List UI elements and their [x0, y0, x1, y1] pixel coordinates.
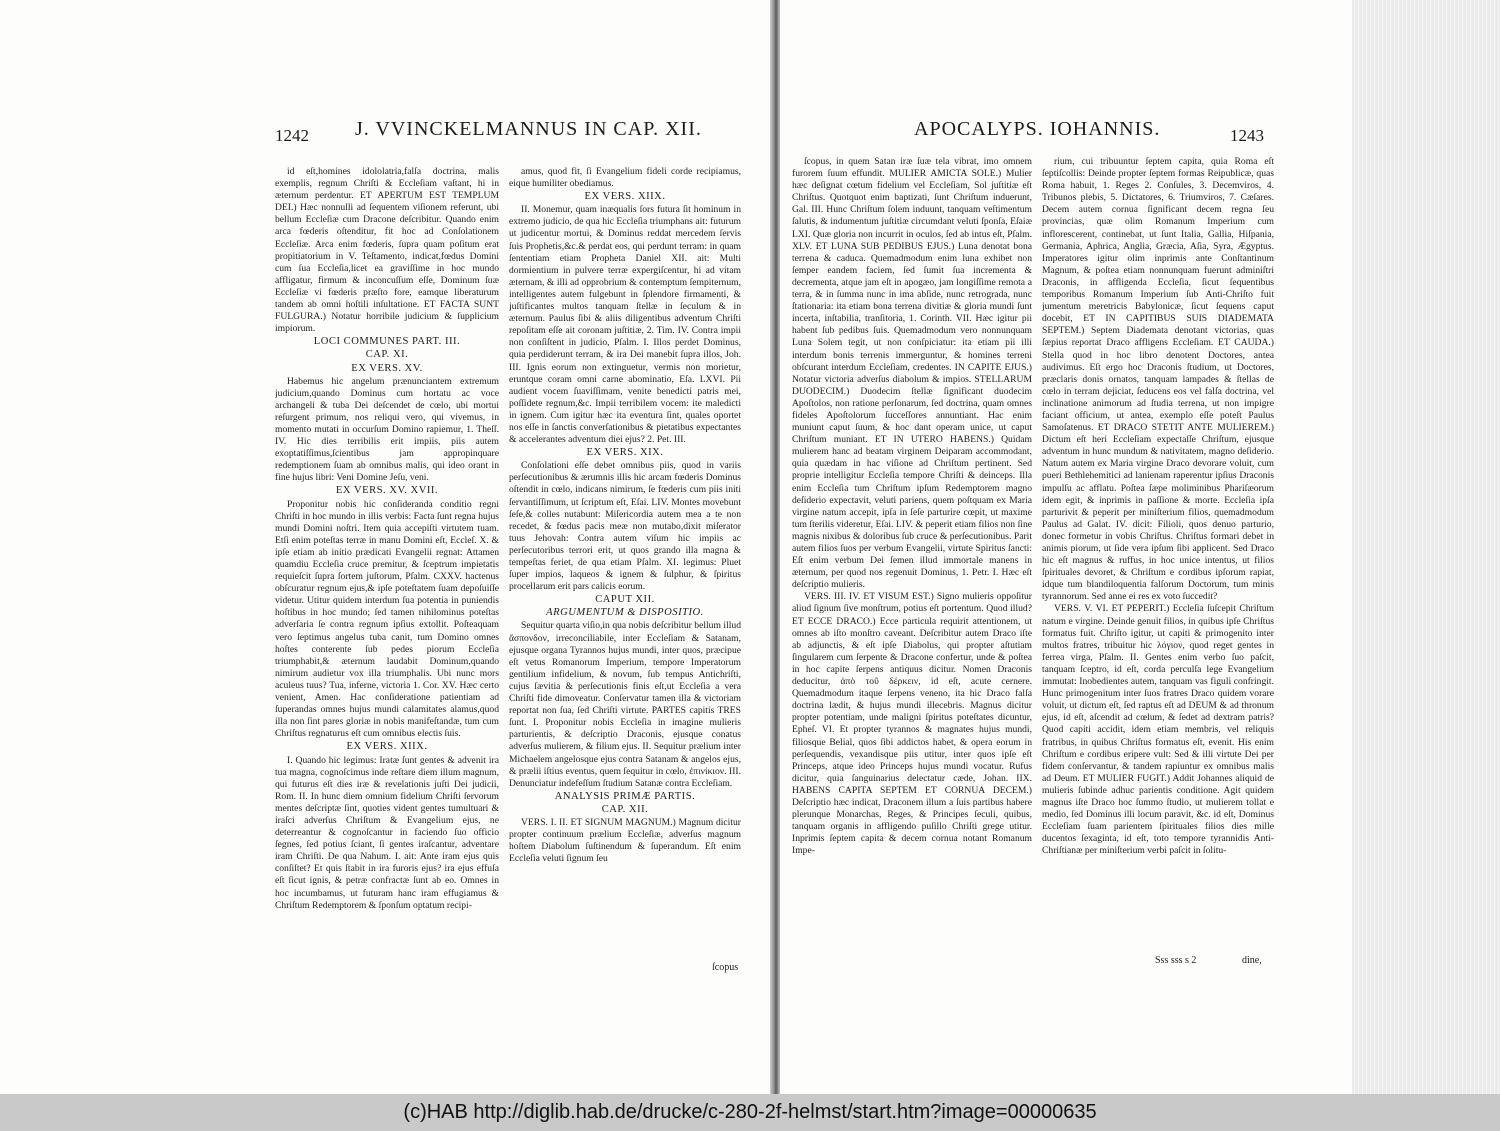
text-paragraph: rium, cui tribuuntur ſeptem capita, quia Roma eſt ſeptiſcollis: Deinde propter ſeptem formas Reipublicæ, quas Roma habuit, 1. Reges 2. Conſules, 3. Decemviros, 4. Tribunos plebis, 5. Dictatores, 6. Triumviros, 7. Cæſares. Decem autem cornua ſignificant decem regna ſeu provincias, quæ olim Romanum Imperium cum inflorescerent, continebat, ut ſunt Italia, Gallia, Hiſpania, Germania, Aphrica, Anglia, Græcia, Aſia, Syra, Ægyptus. Imperatores igitur olim inprimis ante Conſtantinum Magnum, & poſtea etiam nonnunquam fuerunt adminiſtri Draconis, in affligenda Eccleſia, ſicut ſequentibus temporibus Romanum Imperium ſub Anti-Chriſto fuit jumentum meretricis Babylonicæ, ſicut ſequens caput docebit, ET IN CAPITIBUS SUIS DIADEMATA SEPTEM.) Septem Diademata denotant victorias, quas ſæpius reportat Draco affligens Eccleſiam. ET CAUDA.) Stella quod in hoc libro denotent Doctores, antea audivimus. Eſt ergo hoc Draconis ſtudium, ut Doctores, præclaris donis ornatos, tanquam lampades & ſtellas de cœlo in terram dejiciat, ſeducens eos vel falſa doctrina, vel inclinatione animorum ad ſtudia terrena, ut non impigre faciant officium, ut antea, exemplo eſſe poteſt Paulus Samoſatenus. ET DRACO STETIT ANTE MULIEREM.) Dictum eſt heri Eccleſiam expectaſſe Chriſtum, ejusque adventum in hunc mundum & nativitatem, magno deſiderio. Natum autem ex Maria virgine Draco devorare voluit, cum pueri Bethlehemitici ad lanienam raperentur ipſius Draconis impulſu ac afflatu. Poſtea ſæpe moliminibus Phariſæorum idem egit, & inprimis in paſſione & morte. Eccleſia ipſa parturivit & peperit per miniſterium filios, quemadmodum Paulus ad Galat. IV. dicit: Filioli, quos denuo parturio, donec formetur in vobis Chriſtus. Chriſtus formari debet in animis piorum, ut ſide vera ipſum ſibi applicent. Sed Draco hic eſt magnus & ruffus, in hoc unice intentus, ut filios ſpirituales devoret, & Chriſtum e cordibus ipſorum rapiat, idque tum blandiloquentia falſorum Doctorum, tum minis tyrannorum. Sed anne ei res ex voto ſuccedit? [1042, 156, 1274, 603]
text-paragraph: VERS. III. IV. ET VISUM EST.) Signo mulieris oppoſitur aliud ſignum ſive monſtrum, potius eſt portentum. Quod illud? ET ECCE DRACO.) Ecce particula requirit attentionem, ut omnes ab iſto monſtro caveant. Deſcribitur autem Draco iſte ab adjunctis, & eſt ipſe Diabolus, qui propter aſtutiam ſingularem cum ſerpente & Dracone confertur, unde & poſtea in hoc capite ſerpens antiquus dicitur. Nomen Draconis deducitur, ἀπὸ τοῦ δέρκειν, id eſt, acute cernere. Quemadmodum itaque ſerpens veneno, ita hic Draco falſa doctrina lædit, & hujus mundi illecebris. Magnus dicitur propter potentiam, unde maligni ſpiritus poteſtates dicuntur, Epheſ. VI. Et propter tyrannos & magnates hujus mundi, filiosque Belial, quos ſibi addictos habet, & opera eorum in perſequendis, vexandisque piis utitur, inter quos ipſe eſt Princeps, atque ideo Princeps hujus mundi vocatur. Rufus dicitur, quia ſanguinarius delectatur cæde, Johan. IIX. HABENS CAPITA SEPTEM ET CORNUA DECEM.) Deſcriptio hæc indicat, Draconem illum a ſuis partibus habere plerunque Monarchas, Reges, & Principes ſeculi, quibus, tanquam organis in affligendo puſillo Chriſti grege utitur. Inprimis ſeptem capita & decem cornua notant Romanum Impe- [792, 591, 1032, 857]
text-paragraph: Proponitur nobis hic conſideranda conditio regni Chriſti in hoc mundo in illis verbis: Facta ſunt regna hujus mundi Domini noſtri. Item quia accepiſti virtutem tuam. Etſi enim poteſtas terræ in manu Domini eſt, Eccleſ. X. & ipſe etiam ab initio prædicati Evangelii regnat: Attamen quamdiu Eccleſia cruce premitur, & ſceptrum impietatis requieſcit ſupra ſortem juſtorum, Pſalm. CXXV. hactenus obſcuratur regnum ejus,& ipſe poteſtatem ſuam depoſuiſſe videtur. Utitur quidem interdum ſua potentia in puniendis hoſtibus in hoc mundo; ſed tamen nihilominus poteſtas adverſaria ſe contra regnum ipſius extollit. Poſteaquam vero ſeptimus angelus tuba canit, tum Domino omnes hoſtes conterente ſub pedes piorum Eccleſia triumphabit,& æternum laudabit Dominum,quando nimirum audietur vox illa triumphalis. Ubi nunc mors aculeus tuus? Tua, inferne, victoria 1. Cor. XV. Hæc certo venient, Amen. Hac conſideratione patientiam ad ſuperandas omnes hujus mundi calamitates alamus,quod illa non ſint pares gloriæ in nobis manifeſtandæ, tum cum Chriſtus regnaturus eſt cum omnibus electis ſuis. [275, 498, 499, 740]
text-paragraph: ſcopus, in quem Satan iræ ſuæ tela vibrat, imo omnem furorem ſuum effundit. MULIER AMICTA SOLE.) Mulier hæc deſignat cœtum fidelium vel Eccleſiam, Sol juſtitiæ eſt Chriſtus. Quotquot enim baptizati, ſunt Chriſtum induerunt, Gal. III. Hunc Chriſtum ſolem induunt, tanquam veſtimentum ſalutis, & indumentum juſtitiæ circumdant veluti ſponſa, Eſaiæ LXI. Quæ gloria non incurrit in oculos, ſed ab intus eſt, Pſalm. XLV. ET LUNA SUB PEDIBUS EJUS.) Luna denotat bona terrena & caduca. Quemadmodum enim luna exhibet non ſemper eandem faciem, ſed ſumit ſua incrementa & decrementa, atque jam eſt in apogæo, jam longiſſime remota a terra, & in ſumma nunc in ima abſide, nunc retrograda, nunc ſtationaria: ita etiam bona terrena divitiæ & gloria mundi ſunt incerta, inſtabilia, tranſitoria, 1. Corinth. VII. Hæc igitur pii habent ſub pedibus ſuis. Quemadmodum vero nonnunquam Luna Solem tegit, ut non conſpiciatur: ita etiam pii illi interdum bonis terrenis immerguntur, & homines terreni obſcurant interdum Eccleſiam, credentes. IN CAPITE EJUS.) Notatur victoria adverſus diabolum & impios. STELLARUM DUODECIM.) Duodecim ſtellæ ſignificant duodecim Apoſtolos, non ratione perſonarum, ſed doctrina, quam omnes fideles Apoſtolorum ſucceſſores annuntiant. Hac enim muniunt caput ſuum, & hoc dant operam unice, ut caput Chriſtum muniant. ET IN UTERO HABENS.) Quidam mulierem hanc ad beatam virginem Deiparam accommodant, quia quædam in hac viſione ad Chriſtum pertinent. Sed proprie intelligitur Eccleſia tempore Chriſti & deinceps. Illa enim Eccleſia tum Chriſtum ipſum Redemptorem magno deſiderio expectavit, veluti pariens, quem poſtquam ex Maria virgine natum accepit, ipſa in ſeſe parturire cœpit, ut maxime tum ſterilis videretur, Eſai. LIV. & peperit etiam filios non ſine magnis nixibus & doloribus ſub cruce & perſecutionibus. Parit autem filios ſuos per verbum Evangelii, virtute Spiritus ſancti: Eſt enim verbum Dei ſemen illud immortale manens in æternum, per quod nos regenuit Dominus, 1. Petr. I. Hæc eſt deſcriptio mulieris. [792, 156, 1032, 591]
signature-mark: Sss sss s 2 [1155, 955, 1197, 966]
footer-text: (c)HAB http://diglib.hab.de/drucke/c-280-2f-helmst/start.htm?image=00000635 [403, 1101, 1097, 1123]
page-edge-stack [1352, 0, 1500, 1094]
section-heading: EX VERS. XV. XVII. [335, 485, 439, 497]
left-column-1 [275, 166, 499, 1066]
text-paragraph: amus, quod fit, ſi Evangelium fideli corde recipiamus, eique humiliter obediamus. [509, 166, 741, 190]
section-heading: EX VERS. XIIX. [346, 741, 428, 753]
right-column-1 [792, 156, 1032, 966]
section-heading: EX VERS. XIIX. [584, 191, 666, 203]
text-paragraph: VERS. I. II. ET SIGNUM MAGNUM.) Magnum dicitur propter continuum prælium Eccleſiæ, adverſus magnum hoſtem Diabolum ſuſtinendum & ſuperandum. Eſt enim Eccleſia veluti ſignum ſeu [509, 816, 741, 865]
left-page [0, 0, 772, 1094]
text-paragraph: II. Monemur, quam inæqualis ſors futura ſit hominum in extremo judicio, de qua hic Eccleſia triumphans ait: futurum ut judicentur mortui, & Dominus reddat mercedem ſervis ſuis Prophetis,&c.& perdat eos, qui perdunt terram: in quam ſententiam etiam Propheta Daniel XII. ait: Multi dormientium in pulvere terræ expergiſcentur, hi ad vitam æternam, & illi ad opprobrium & contemptum ſempiternum, intelligentes autem fulgebunt in ſplendore firmamenti, & juſtificantes multos tanquam ſtellæ in ſeculum & in æternum. Paulus ſibi & aliis diligentibus adventum Chriſti repoſitam eſſe ait coronam juſtitiæ, 2. Tim. IV. Contra impii non conſiſtent in judicio, Pſalm. I. Illos perdet Dominus, quia perdiderunt terram, & ira Dei manebit ſupra illos, Joh. III. Ignis eorum non extinguetur, vermis non morietur, eruntque coram omni carne abominatio, Eſa. LXVI. Pii audient vocem ſuaviſſimam, venite benedicti patris mei, poſſidete regnum,&c. Impii terribilem vocem: ite maledicti in ignem. Cum igitur hæc ita eventura ſint, quales oportet nos eſſe in ſanctis converſationibus & pietatibus expectantes & accelerantes adventum diei ejus? 2. Pet. III. [509, 204, 741, 446]
right-column-2 [1042, 156, 1274, 966]
text-paragraph: VERS. V. VI. ET PEPERIT.) Eccleſia ſuſcepit Chriſtum natum e virgine. Deinde genuit filios, in quibus ipſe Chriſtus formatus fuit. Chriſto igitur, ut capiti & primogenito inter multos fratres, tribuitur hic λόγιον, quod reget gentes in ferrea virga, Pſalm. II. Gentes enim verbo ſuo paſcit, tanquam ſceptro, id eſt, corda perculſa lege Evangelium immutat: Inobedientes autem, tanquam vas figuli confringit. Hunc primogenitum inter ſuos fratres Draco quidem vorare voluit, ut dictum eſt, ſed raptus eſt ad DEUM & ad thronum ejus, id eſt, aſcendit ad cœlum, & ſedet ad dextram patris? Quod capiti accidit, idem etiam membris, vel reliquis fratribus, in quibus Chriſtus formatus eſt, evenit. His enim Chriſtum e cordibus eripere vult: Sed & illi virtute Dei per fidem conſervantur, & tandem rapiuntur ex omnibus malis ad Deum. ET MULIER FUGIT.) Addit Johannes aliquid de mulieris ſubinde adhuc parientis conditione. Agit quidem magnus iſte Draco hoc ſummo ſtudio, ut mulierem tollat e medio, ſed Dominus illi locum paravit, &c. id eſt, Dominus Eccleſiam ſuam parientem ſpirituales filios dies mille ducentos ſexaginta, id eſt, toto tempore tyrannidis Anti-Chriſtianæ per miniſterium verbi paſcit in ſolitu- [1042, 603, 1274, 857]
page-number: 1242 [275, 126, 309, 145]
text-paragraph: Conſolationi eſſe debet omnibus piis, quod in variis perſecutionibus & ærumnis illis hic arcam fœderis Dominus oſtendit in cœlo, indicans nimirum, ſe fœderis cum piis initi ſervantiſſimum, ut ſcriptum eſt, Eſai. LIV. Montes movebunt ſeſe,& colles nutabunt: Miſericordia autem mea a te non recedet, & fœdus pacis meæ non mutabo,dixit miſerator tuus Jehovah: Contra autem viſum hic impiis ac perſecutoribus terrori erit, ut quos grando illa magna & tempeſtas feriet, de qua etiam Pſalm. XI. legimus: Pluet ſuper impios, laqueos & ignem & ſulphur, & ſpiritus procellarum erit pars calicis eorum. [509, 460, 741, 593]
section-heading: CAP. XI. [365, 349, 409, 361]
running-head: J. VVINCKELMANNUS IN CAP. XII. [355, 118, 702, 140]
section-heading: EX VERS. XIX. [586, 447, 664, 459]
running-head: APOCALYPS. IOHANNIS. [914, 118, 1161, 140]
catchword: dine, [1242, 955, 1262, 966]
text-paragraph: Habemus hic angelum prænunciantem extremum judicium,quando Dominus cum hortatu ac voce archangeli & tuba Dei deſcendet de cœlo, ubi mortui reſurgent primum, nos reliqui vero, qui vivemus, in momento mutati in occurſum Domino rapiemur, 1. Theſſ. IV. Hic dies terribilis erit impiis, piis autem exoptatiſſimus,ſcientibus jam appropinquare redemptionem ſuam ab omnibus malis, qui ideo orant in fine hujus libri: Veni Domine Jeſu, veni. [275, 375, 499, 484]
section-heading: ARGUMENTUM & DISPOSITIO. [546, 607, 704, 619]
section-heading: EX VERS. XV. [351, 362, 423, 374]
text-paragraph: I. Quando hic legimus: Iratæ ſunt gentes & advenit ira tua magna, cognoſcimus inde reſtare diem illum magnum, qui futurus eſt dies iræ & revelationis juſti Dei judicii, Rom. II. In hunc diem omnium fidelium Chriſti ſervorum mentes deſcriptæ ſint, quoties vident gentes tumultuari & iraſci adverſus Chriſtum & Evangelium ejus, ne deterreantur & cognoſcantur in faciendo ſuo officio ſegnes, ſed potius ſciant, ſi gentes iraſcantur, adventare iram Chriſti. De qua Nahum. I. ait: Ante iram ejus quis conſiſtet? Et quis ſtabit in ira furoris ejus? ira ejus effuſa eſt ſicut ignis, & petræ confractæ ſunt ab eo. Omnes in hoc incumbamus, ut futuram hanc iram effugiamus & Chriſtum Redemptorem & ſponſum optatum recipi- [275, 754, 499, 911]
left-column-2 [509, 166, 741, 972]
page-number: 1243 [1230, 126, 1264, 145]
section-heading: LOCI COMMUNES PART. III. [313, 336, 461, 348]
text-paragraph: id eſt,homines idololatria,falſa doctrina, malis exemplis, regnum Chriſti & Eccleſiam vaſtant, hi in æternum perdentur. ET APERTUM EST TEMPLUM DEI.) Hæc nonnulli ad ſequentem viſionem referunt, ubi bellum Eccleſiæ cum Dracone deſcribitur. Quando enim arca fœderis oſtenditur, fit hoc ad Conſolationem Eccleſiæ. Arca enim fœderis, ſupra quam poſitum erat propitiatorium in V. Teſtamento, indicat,fœdus Domini cum ſua Eccleſia,licet ea graviſſime in hoc mundo affligatur, firmum & inconcuſſum eſſe, Dominum ſuæ Eccleſiæ vi fœderis præſto fore, eamque liberaturum tandem ab omni hoſtili inſultatione. ET FACTA SUNT FULGURA.) Notatur horribile judicium & ſupplicium impiorum. [275, 166, 499, 335]
text-paragraph: Sequitur quarta viſio,in qua nobis deſcribitur bellum illud ἄσπονδον, irreconciliabile, inter Eccleſiam & Satanam, ejusque organa Tyrannos hujus mundi, inter quos, præcipue eſt vetus Romanorum Imperium, tempore Imperatorum gentilium infidelium, & novum, ſub tempus Antichriſti, cujus ſævitia & perſecutionis finis eſt,ut Eccleſia a vera Chriſti fide dimoveatur. Conſervatur tamen illa & victoriam reportat non ſua, ſed Chriſti virtute. PARTES capitis TRES ſunt. I. Proponitur nobis Eccleſia in imagine mulieris parturientis, & deſcriptio Draconis, ejusque conatus adverſus mulierem, & filium ejus. II. Sequitur prælium inter Michaelem angelosque ejus contra Satanam & angelos ejus, & prælii iſtius eventus, quem ſequitur in cœlo, ἐπινίκιον. III. Denunciatur indefeſſum ſtudium Satanæ contra Eccleſiam. [509, 620, 741, 789]
catchword: ſcopus [712, 962, 739, 973]
copyright-footer [0, 1094, 1500, 1131]
section-heading: CAPUT XII. [595, 594, 655, 606]
section-heading: CAP. XII. [601, 803, 649, 815]
section-heading: ANALYSIS PRIMÆ PARTIS. [554, 790, 696, 802]
